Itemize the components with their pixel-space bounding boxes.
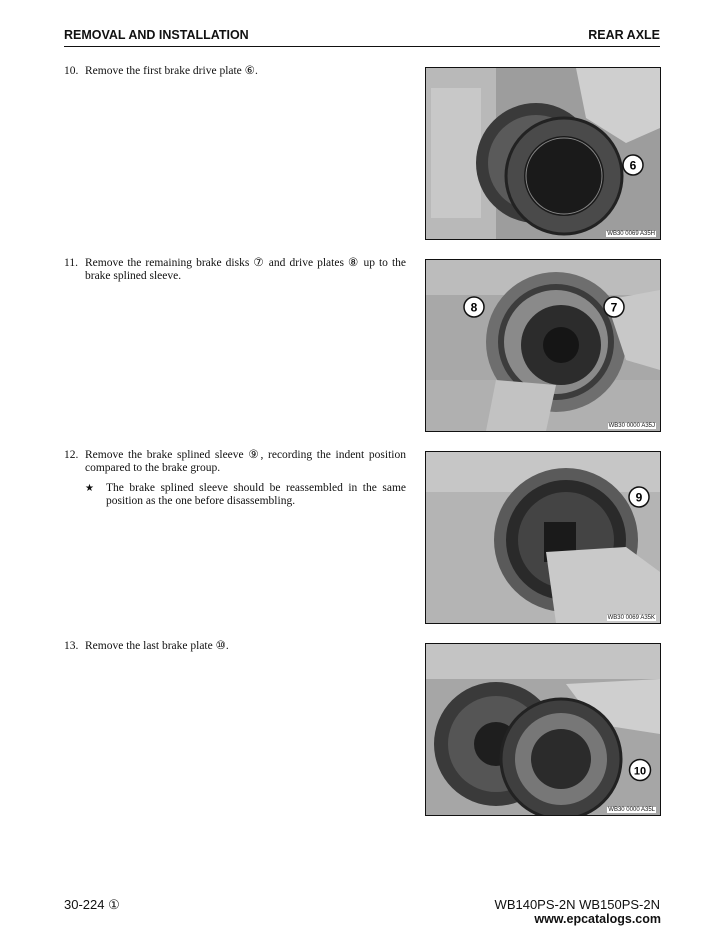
page-header — [64, 28, 660, 47]
callout-label: 6 — [629, 158, 637, 173]
callout-label: 8 — [470, 300, 478, 315]
callout-label: 9 — [635, 490, 643, 505]
photo-code: WB30 0000 A35L — [608, 807, 655, 813]
step-11 — [64, 257, 406, 283]
photo-step-11 — [425, 259, 661, 432]
step-number: 10. — [64, 65, 79, 77]
callout-8 — [462, 295, 486, 319]
step-number: 13. — [64, 640, 79, 652]
photo-step-12 — [425, 451, 661, 624]
callout-label: 10 — [633, 765, 647, 778]
callout-10 — [627, 758, 653, 782]
note-text: The brake splined sleeve should be reassembled in the same position as the one before disassembling. — [106, 482, 406, 507]
step-text: Remove the remaining brake disks ⑦ and drive plates ⑧ up to the brake splined sleeve. — [85, 257, 406, 282]
photo-step-13 — [425, 643, 661, 816]
step-text: Remove the first brake drive plate ⑥. — [85, 65, 258, 77]
section-title: REMOVAL AND INSTALLATION — [64, 28, 249, 42]
star-icon: ★ — [85, 483, 94, 494]
step-number: 12. — [64, 449, 79, 461]
step-13 — [64, 640, 406, 653]
callout-7 — [602, 295, 626, 319]
callout-9 — [627, 485, 651, 509]
brake-disks-photo — [426, 260, 660, 431]
callout-6 — [621, 153, 645, 177]
watermark: www.epcatalogs.com — [534, 912, 661, 926]
photo-code: WB30 0069 A35H — [607, 231, 655, 237]
model-names: WB140PS-2N WB150PS-2N — [494, 897, 660, 912]
callout-label: 7 — [610, 300, 618, 315]
photo-step-10 — [425, 67, 661, 240]
photo-code: WB30 0069 A35K — [607, 615, 655, 621]
step-12 — [64, 449, 406, 508]
chapter-title: REAR AXLE — [588, 28, 660, 42]
note — [85, 482, 406, 508]
page-number: 30-224 ① — [64, 897, 120, 912]
step-10 — [64, 65, 406, 78]
step-number: 11. — [64, 257, 78, 269]
photo-code: WB30 0000 A35J — [608, 423, 655, 429]
step-text: Remove the brake splined sleeve ⑨, recording the indent position compared to the brake group. — [85, 449, 406, 474]
last-brake-plate-photo — [426, 644, 660, 815]
splined-sleeve-photo — [426, 452, 660, 623]
step-text: Remove the last brake plate ⑩. — [85, 640, 229, 652]
